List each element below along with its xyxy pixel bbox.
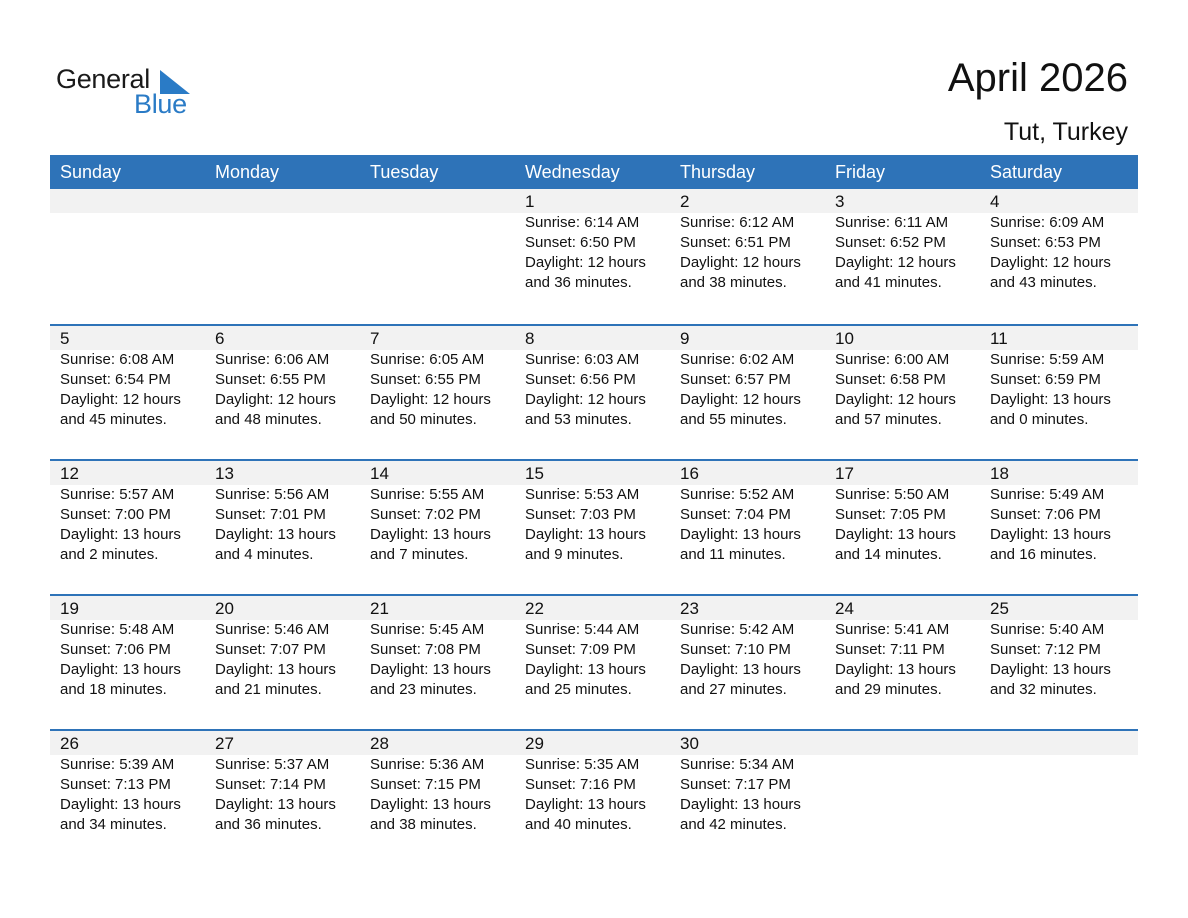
day-daylight2-text: and 23 minutes.	[370, 681, 477, 698]
day-sunset-text: Sunset: 6:53 PM	[990, 234, 1101, 251]
page-title: April 2026	[947, 56, 1128, 100]
day-sunrise-text: Sunrise: 6:12 AM	[680, 214, 795, 231]
day-daylight1-text: Daylight: 13 hours	[60, 661, 181, 678]
day-sunset-text: Sunset: 7:02 PM	[370, 506, 481, 523]
day-sunrise-text: Sunrise: 6:06 AM	[215, 351, 330, 368]
weekday-header-row	[50, 155, 1138, 189]
day-daylight1-text: Daylight: 12 hours	[525, 391, 646, 408]
day-daylight2-text: and 32 minutes.	[990, 681, 1097, 698]
day-sunset-text: Sunset: 6:52 PM	[835, 234, 946, 251]
day-number: 9	[680, 329, 690, 348]
weekday-header-friday: Friday	[835, 162, 886, 182]
day-sunrise-text: Sunrise: 5:57 AM	[60, 486, 175, 503]
day-number: 2	[680, 192, 690, 211]
day-sunset-text: Sunset: 7:03 PM	[525, 506, 636, 523]
day-number: 15	[525, 464, 544, 483]
week-row	[50, 729, 1138, 864]
week-row	[50, 594, 1138, 729]
day-number: 21	[370, 599, 389, 618]
day-daylight1-text: Daylight: 13 hours	[990, 391, 1111, 408]
day-daylight2-text: and 2 minutes.	[60, 546, 159, 563]
day-sunrise-text: Sunrise: 6:09 AM	[990, 214, 1105, 231]
weeks-container	[50, 189, 1138, 864]
day-sunset-text: Sunset: 7:04 PM	[680, 506, 791, 523]
day-sunrise-text: Sunrise: 5:56 AM	[215, 486, 330, 503]
day-number: 12	[60, 464, 79, 483]
day-sunrise-text: Sunrise: 5:37 AM	[215, 756, 330, 773]
day-cell	[515, 326, 670, 459]
day-daylight2-text: and 4 minutes.	[215, 546, 314, 563]
day-daylight2-text: and 45 minutes.	[60, 411, 167, 428]
day-sunrise-text: Sunrise: 5:45 AM	[370, 621, 485, 638]
day-daylight2-text: and 36 minutes.	[215, 816, 322, 833]
day-sunset-text: Sunset: 7:15 PM	[370, 776, 481, 793]
day-cell	[205, 731, 360, 864]
day-sunrise-text: Sunrise: 5:50 AM	[835, 486, 950, 503]
empty-day-cell	[205, 189, 360, 324]
day-daylight2-text: and 38 minutes.	[370, 816, 477, 833]
day-sunset-text: Sunset: 7:09 PM	[525, 641, 636, 658]
day-sunrise-text: Sunrise: 5:55 AM	[370, 486, 485, 503]
day-sunset-text: Sunset: 6:55 PM	[215, 371, 326, 388]
day-number: 11	[990, 329, 1008, 348]
day-cell	[670, 326, 825, 459]
day-number: 22	[525, 599, 544, 618]
weekday-header-sunday: Sunday	[60, 162, 122, 182]
day-sunset-text: Sunset: 7:08 PM	[370, 641, 481, 658]
day-daylight2-text: and 36 minutes.	[525, 274, 632, 291]
day-number: 16	[680, 464, 699, 483]
day-daylight1-text: Daylight: 12 hours	[835, 391, 956, 408]
day-daylight2-text: and 53 minutes.	[525, 411, 632, 428]
day-daylight1-text: Daylight: 13 hours	[990, 526, 1111, 543]
day-sunset-text: Sunset: 6:58 PM	[835, 371, 946, 388]
day-sunrise-text: Sunrise: 5:49 AM	[990, 486, 1105, 503]
day-sunrise-text: Sunrise: 5:52 AM	[680, 486, 795, 503]
day-daylight1-text: Daylight: 12 hours	[370, 391, 491, 408]
day-number: 13	[215, 464, 234, 483]
day-number: 27	[215, 734, 234, 753]
day-sunset-text: Sunset: 6:50 PM	[525, 234, 636, 251]
day-daylight1-text: Daylight: 13 hours	[680, 661, 801, 678]
day-sunset-text: Sunset: 6:54 PM	[60, 371, 171, 388]
day-daylight2-text: and 43 minutes.	[990, 274, 1097, 291]
day-cell	[980, 326, 1135, 459]
day-sunset-text: Sunset: 6:56 PM	[525, 371, 636, 388]
day-cell	[515, 461, 670, 594]
day-daylight2-text: and 57 minutes.	[835, 411, 942, 428]
day-daylight1-text: Daylight: 12 hours	[680, 254, 801, 271]
day-sunset-text: Sunset: 7:01 PM	[215, 506, 326, 523]
empty-day-cell	[360, 189, 515, 324]
day-daylight1-text: Daylight: 13 hours	[680, 526, 801, 543]
day-number: 7	[370, 329, 380, 348]
day-cell	[980, 461, 1135, 594]
day-sunset-text: Sunset: 6:55 PM	[370, 371, 481, 388]
day-cell	[670, 731, 825, 864]
day-daylight1-text: Daylight: 13 hours	[525, 526, 646, 543]
day-daylight2-text: and 18 minutes.	[60, 681, 167, 698]
day-daylight1-text: Daylight: 13 hours	[525, 661, 646, 678]
day-number: 17	[835, 464, 854, 483]
day-number: 29	[525, 734, 544, 753]
day-daylight2-text: and 27 minutes.	[680, 681, 787, 698]
day-sunset-text: Sunset: 6:51 PM	[680, 234, 791, 251]
day-sunrise-text: Sunrise: 5:40 AM	[990, 621, 1105, 638]
logo-text-blue: Blue	[134, 89, 187, 119]
day-daylight1-text: Daylight: 13 hours	[990, 661, 1111, 678]
day-number: 4	[990, 192, 1000, 211]
logo-text-general: General	[56, 64, 150, 94]
weekday-header-saturday: Saturday	[990, 162, 1063, 182]
day-number: 10	[835, 329, 854, 348]
day-daylight1-text: Daylight: 13 hours	[60, 796, 181, 813]
day-number: 19	[60, 599, 79, 618]
day-daylight2-text: and 55 minutes.	[680, 411, 787, 428]
day-cell	[670, 189, 825, 324]
day-sunset-text: Sunset: 7:00 PM	[60, 506, 171, 523]
day-daylight1-text: Daylight: 13 hours	[215, 796, 336, 813]
day-daylight2-text: and 40 minutes.	[525, 816, 632, 833]
day-daylight1-text: Daylight: 12 hours	[215, 391, 336, 408]
day-sunset-text: Sunset: 7:14 PM	[215, 776, 326, 793]
day-daylight1-text: Daylight: 13 hours	[835, 526, 956, 543]
day-number: 8	[525, 329, 535, 348]
day-cell	[670, 596, 825, 729]
day-cell	[515, 731, 670, 864]
day-daylight2-text: and 34 minutes.	[60, 816, 167, 833]
day-daylight1-text: Daylight: 13 hours	[60, 526, 181, 543]
day-daylight1-text: Daylight: 13 hours	[370, 661, 491, 678]
day-number: 25	[990, 599, 1009, 618]
day-daylight1-text: Daylight: 13 hours	[680, 796, 801, 813]
day-number: 26	[60, 734, 79, 753]
empty-day-cell	[980, 731, 1135, 864]
day-sunset-text: Sunset: 7:06 PM	[990, 506, 1101, 523]
day-sunrise-text: Sunrise: 5:36 AM	[370, 756, 485, 773]
day-daylight1-text: Daylight: 12 hours	[60, 391, 181, 408]
day-number: 18	[990, 464, 1009, 483]
day-sunset-text: Sunset: 6:59 PM	[990, 371, 1101, 388]
day-daylight2-text: and 9 minutes.	[525, 546, 624, 563]
day-sunrise-text: Sunrise: 5:46 AM	[215, 621, 330, 638]
day-number: 30	[680, 734, 699, 753]
day-number: 24	[835, 599, 854, 618]
day-sunrise-text: Sunrise: 6:00 AM	[835, 351, 950, 368]
day-sunset-text: Sunset: 7:12 PM	[990, 641, 1101, 658]
day-cell	[360, 731, 515, 864]
day-daylight1-text: Daylight: 13 hours	[835, 661, 956, 678]
location-subtitle: Tut, Turkey	[1003, 118, 1128, 146]
day-daylight1-text: Daylight: 12 hours	[835, 254, 956, 271]
day-number: 20	[215, 599, 234, 618]
week-row	[50, 189, 1138, 324]
day-daylight2-text: and 29 minutes.	[835, 681, 942, 698]
day-sunrise-text: Sunrise: 5:53 AM	[525, 486, 640, 503]
day-daylight1-text: Daylight: 13 hours	[370, 796, 491, 813]
day-sunset-text: Sunset: 7:06 PM	[60, 641, 171, 658]
day-cell	[50, 596, 205, 729]
day-cell	[360, 461, 515, 594]
day-number: 1	[525, 192, 535, 211]
day-daylight1-text: Daylight: 13 hours	[525, 796, 646, 813]
day-cell	[825, 596, 980, 729]
week-row	[50, 324, 1138, 459]
day-sunrise-text: Sunrise: 6:14 AM	[525, 214, 640, 231]
day-sunset-text: Sunset: 7:17 PM	[680, 776, 791, 793]
day-sunset-text: Sunset: 7:07 PM	[215, 641, 326, 658]
day-daylight2-text: and 21 minutes.	[215, 681, 322, 698]
day-daylight2-text: and 38 minutes.	[680, 274, 787, 291]
day-sunset-text: Sunset: 7:13 PM	[60, 776, 171, 793]
day-daylight2-text: and 0 minutes.	[990, 411, 1089, 428]
day-sunrise-text: Sunrise: 5:48 AM	[60, 621, 175, 638]
day-daylight2-text: and 14 minutes.	[835, 546, 942, 563]
day-cell	[670, 461, 825, 594]
day-cell	[980, 189, 1135, 324]
day-daylight1-text: Daylight: 13 hours	[215, 526, 336, 543]
day-sunrise-text: Sunrise: 5:39 AM	[60, 756, 175, 773]
day-sunrise-text: Sunrise: 5:34 AM	[680, 756, 795, 773]
day-cell	[360, 326, 515, 459]
day-daylight1-text: Daylight: 12 hours	[525, 254, 646, 271]
day-sunrise-text: Sunrise: 5:59 AM	[990, 351, 1105, 368]
day-sunset-text: Sunset: 6:57 PM	[680, 371, 791, 388]
day-sunset-text: Sunset: 7:05 PM	[835, 506, 946, 523]
weekday-header-tuesday: Tuesday	[370, 162, 439, 182]
day-daylight1-text: Daylight: 12 hours	[680, 391, 801, 408]
day-daylight2-text: and 16 minutes.	[990, 546, 1097, 563]
day-cell	[50, 326, 205, 459]
day-daylight1-text: Daylight: 13 hours	[215, 661, 336, 678]
day-cell	[515, 189, 670, 324]
day-cell	[205, 326, 360, 459]
day-daylight1-text: Daylight: 12 hours	[990, 254, 1111, 271]
calendar-grid	[50, 155, 1138, 864]
day-daylight2-text: and 11 minutes.	[680, 546, 786, 563]
day-sunrise-text: Sunrise: 5:35 AM	[525, 756, 640, 773]
day-cell	[980, 596, 1135, 729]
day-number: 23	[680, 599, 699, 618]
day-sunrise-text: Sunrise: 5:42 AM	[680, 621, 795, 638]
day-cell	[50, 461, 205, 594]
day-cell	[825, 461, 980, 594]
day-cell	[825, 189, 980, 324]
day-sunrise-text: Sunrise: 5:44 AM	[525, 621, 640, 638]
weekday-header-monday: Monday	[215, 162, 280, 182]
generalblue-logo	[56, 64, 196, 120]
empty-day-cell	[825, 731, 980, 864]
day-sunrise-text: Sunrise: 6:08 AM	[60, 351, 175, 368]
day-cell	[825, 326, 980, 459]
day-daylight2-text: and 41 minutes.	[835, 274, 942, 291]
day-sunrise-text: Sunrise: 6:03 AM	[525, 351, 640, 368]
day-cell	[515, 596, 670, 729]
day-number: 28	[370, 734, 389, 753]
week-row	[50, 459, 1138, 594]
empty-day-cell	[50, 189, 205, 324]
day-number: 14	[370, 464, 389, 483]
day-cell	[205, 596, 360, 729]
weekday-header-wednesday: Wednesday	[525, 162, 620, 182]
day-daylight2-text: and 48 minutes.	[215, 411, 322, 428]
day-cell	[360, 596, 515, 729]
weekday-header-thursday: Thursday	[680, 162, 756, 182]
day-cell	[205, 461, 360, 594]
day-sunrise-text: Sunrise: 6:11 AM	[835, 214, 949, 231]
day-cell	[50, 731, 205, 864]
day-sunset-text: Sunset: 7:16 PM	[525, 776, 636, 793]
day-number: 5	[60, 329, 70, 348]
day-daylight1-text: Daylight: 13 hours	[370, 526, 491, 543]
day-daylight2-text: and 7 minutes.	[370, 546, 469, 563]
day-sunrise-text: Sunrise: 6:05 AM	[370, 351, 485, 368]
day-sunrise-text: Sunrise: 5:41 AM	[835, 621, 950, 638]
day-number: 6	[215, 329, 225, 348]
day-number: 3	[835, 192, 845, 211]
day-daylight2-text: and 50 minutes.	[370, 411, 477, 428]
day-sunrise-text: Sunrise: 6:02 AM	[680, 351, 795, 368]
day-sunset-text: Sunset: 7:11 PM	[835, 641, 945, 658]
day-daylight2-text: and 25 minutes.	[525, 681, 632, 698]
day-sunset-text: Sunset: 7:10 PM	[680, 641, 791, 658]
day-daylight2-text: and 42 minutes.	[680, 816, 787, 833]
